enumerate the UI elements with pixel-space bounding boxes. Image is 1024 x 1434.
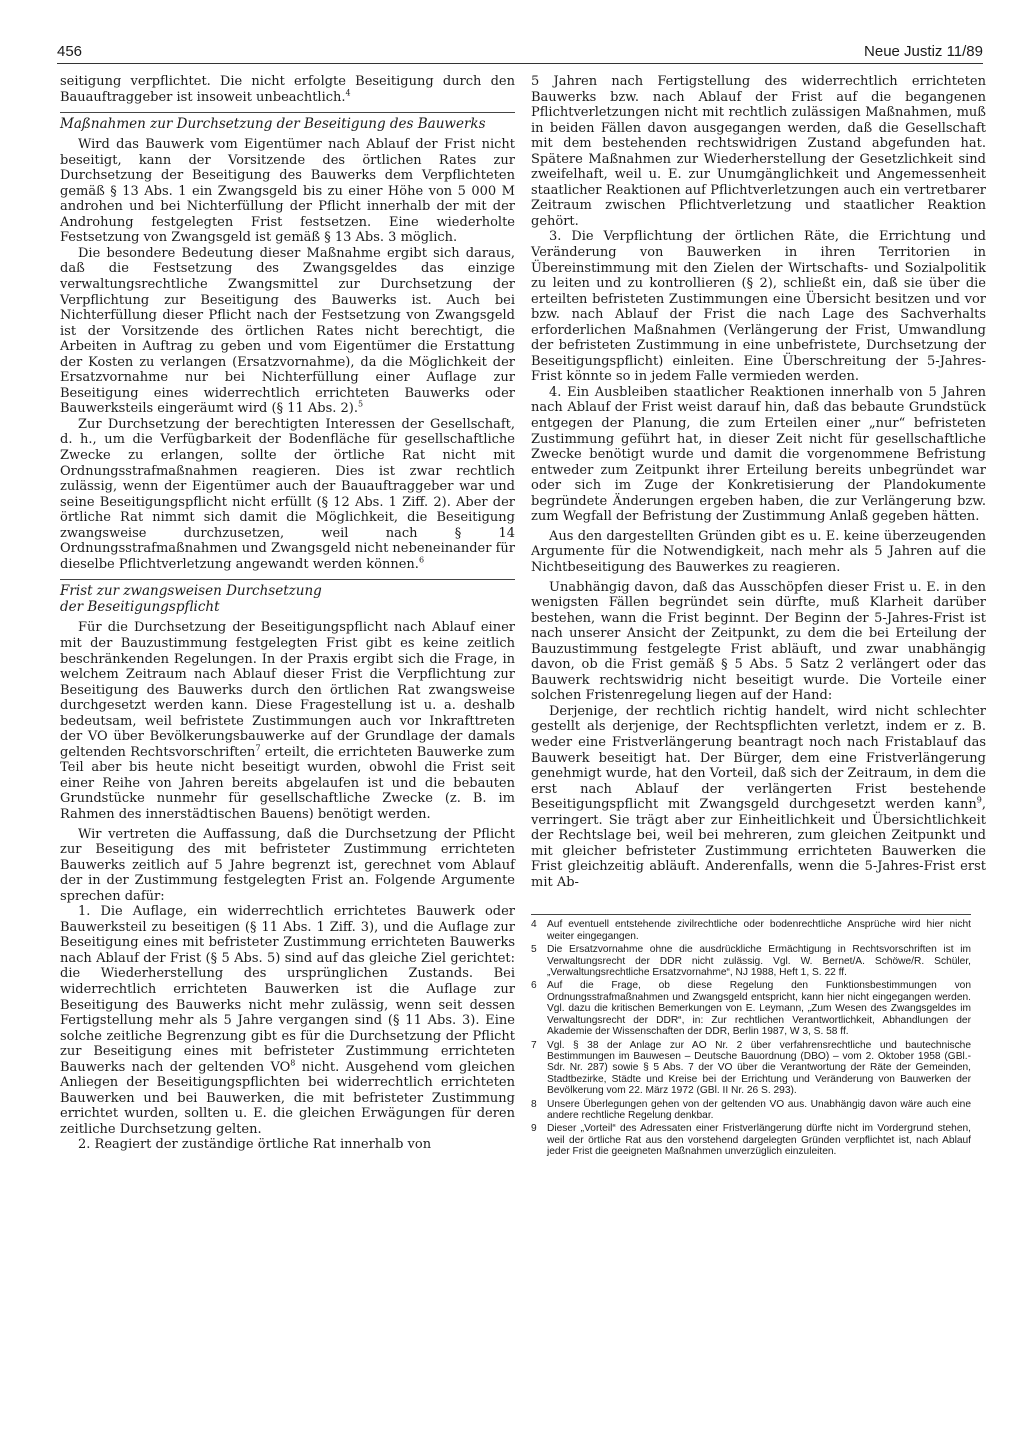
section-heading-2: Frist zur zwangsweisen Durchsetzung der Beseitigungspflicht (60, 579, 515, 615)
paragraph: 3. Die Verpflichtung der örtlichen Räte, die Errichtung und Veränderung von Bauwerken in ihren Territorien in Übereinstimmung mit den Zielen der Wirtschafts- und Sozialpolitik zu leiten und zu kontrollieren (§ 2), schließt ein, daß sie über die erteilten befristeten Zustimmungen eine Übersicht besitzen und vor bzw. nach Ablauf der Frist die nach Lage des Sachverhalts erforderlichen Maßnahmen (Verlängerung der Frist, Umwandlung der befristeten Zustimmung in eine unbefristete, Durchsetzung der Beseitigungspflicht) einleiten. Eine Überschreitung der 5-Jahres-Frist könnte so in jedem Falle vermieden werden. (531, 229, 986, 385)
right-column (531, 74, 986, 1160)
journal-title: Neue Justiz 11/89 (864, 43, 983, 60)
footnote: 5 Die Ersatzvornahme ohne die ausdrückliche Ermächtigung in Rechtsvorschriften ist im Verwaltungsrecht der DDR nicht zulässig. Vgl. W. Bernet/A. Schöwe/R. Schüler, „Verwaltungsrechtliche Ersatzvornahme“, NJ 1988, Heft 1, S. 22 ff. (531, 944, 971, 979)
paragraph: 4. Ein Ausbleiben staatlicher Reaktionen innerhalb von 5 Jahren nach Ablauf der Frist weist darauf hin, daß das bebaute Grundstück entgegen der Planung, die zum Erteilen einer „nur“ befristeten Zustimmung geführt hat, in dieser Zeit nicht für gesellschaftliche Zwecke benötigt wurde und damit die vorgenommene Befristung entweder zum Zeitpunkt ihrer Erteilung bereits unbegründet war oder sich im Zuge der Konkretisierung der Plandokumente begründete Änderungen ergeben haben, die zur Verlängerung bzw. zum Wegfall der Befristung der Zustimmung Anlaß gegeben hätten. (531, 384, 986, 525)
footnote-ref: 6 (418, 555, 425, 565)
footnote-ref: 5 (358, 400, 364, 410)
section-heading-1: Maßnahmen zur Durchsetzung der Beseitigung des Bauwerks (60, 112, 515, 132)
paragraph: 1. Die Auflage, ein widerrechtlich errichtetes Bauwerk oder Bauwerksteil zu beseitigen (§ 11 Abs. 1 Ziff. 3), und die Auflage zur Beseitigung eines mit befristeter Zustimmung errichteten Bauwerks nach Ablauf der Frist (§ 5 Abs. 5) sind auf das gleiche Ziel gerichtet: die Wiederherstellung des ursprünglichen Zustands. Bei widerrechtlich errichteten Bauwerken ist die Auflage zur Beseitigung des Bauwerks nicht mehr zulässig, wenn seit dessen Fertigstellung mehr als 5 Jahre vergangen sind (§ 11 Abs. 3). Eine solche zeitliche Begrenzung gibt es für die Durchsetzung der Pflicht zur Beseitigung eines mit befristeter Zustimmung errichteten Bauwerks nach der geltenden $VO^8$ nicht. Ausgehend vom gleichen Anliegen der Beseitigungspflichten bei widerrechtlich errichteten Bauwerken und bei Bauwerken, die mit befristeter Zustimmung errichtet wurden, sollten u. E. die gleichen Erwägungen für deren zeitliche Durchsetzung gelten. (60, 904, 516, 1137)
paragraph: Derjenige, der rechtlich richtig handelt, wird nicht schlechter gestellt als derjenige, der Rechtspflichten verletzt, indem er z. B. weder eine Fristverlängerung beantragt noch nach Fristablauf das Bauwerk beseitigt hat. Der Bürger, dem eine Fristverlängerung genehmigt wurde, hat den Vorteil, daß sich der Zeitraum, in dem die erst nach Ablauf der verlängerten Frist bestehende Beseitigungspflicht mit Zwangsgeld durchgesetzt werden kann$^9$, verringert. Sie trägt aber zur Einheitlichkeit und Übersichtlichkeit der Rechtslage bei, weil bei mehreren, zum gleichen Zeitpunkt und mit gleicher befristeter Zustimmung errichteten Bauwerken die Frist gleichzeitig abläuft. Anderenfalls, wenn die 5-Jahres-Frist erst mit Ab- (531, 703, 986, 890)
left-column (60, 74, 515, 1153)
paragraph: Wird das Bauwerk vom Eigentümer nach Ablauf der Frist nicht beseitigt, kann der Vorsitzende des örtlichen Rates zur Durchsetzung der Beseitigung des Bauwerks dem Verpflichteten gemäß § 13 Abs. 1 ein Zwangsgeld bis zu einer Höhe von 5 000 M androhen und bei Nichterfüllung der Pflicht innerhalb der mit der Androhung festgelegten Frist festsetzen. Eine wiederholte Festsetzung von Zwangsgeld ist gemäß § 13 Abs. 3 möglich. (60, 137, 515, 246)
footnote-ref: 9 (976, 795, 982, 805)
page-header (57, 41, 983, 64)
paragraph: Für die Durchsetzung der Beseitigungspflicht nach Ablauf einer mit der Bauzustimmung festgelegten Frist gibt es keine zeitlich beschränkenden Regelungen. In der Praxis ergibt sich die Frage, in welchem Zeitraum nach Ablauf dieser Frist die Verpflichtung zur Beseitigung des Bauwerks durch den örtlichen Rat zwangsweise durchgesetzt werden kann. Diese Fragestellung ist u. a. deshalb bedeutsam, weil befristete Zustimmungen auch vor Inkrafttreten der VO über Bevölkerungsbauwerke auf der Grundlage der damals geltenden Rechtsvorschriften$^7$ erteilt, die errichteten Bauwerke zum Teil aber bis heute nicht beseitigt wurden, obwohl die Frist seit einer Reihe von Jahren bereits abgelaufen ist und die bebauten Grundstücke nunmehr für gesellschaftliche Zwecke (z. B. im Rahmen des innerstädtischen Bauens) benötigt werden. (60, 620, 515, 822)
footnote: 4 Auf eventuell entstehende zivilrechtliche oder bodenrechtliche Ansprüche wird hier nicht weiter eingegangen. (531, 919, 971, 942)
paragraph: seitigung verpflichtet. Die nicht erfolgte Beseitigung durch den Bauauftraggeber ist insoweit unbeachtlich.$^4$ (60, 74, 515, 105)
paragraph: Aus den dargestellten Gründen gibt es u. E. keine überzeugenden Argumente für die Notwendigkeit, nach mehr als 5 Jahren auf die Nichtbeseitigung des Bauwerkes zu reagieren. (531, 528, 986, 575)
footnote: 8 Unsere Überlegungen gehen von der geltenden VO aus. Unabhängig davon wäre auch eine andere rechtliche Regelung denkbar. (531, 1098, 971, 1121)
footnote-ref: 7 (255, 743, 261, 753)
footnotes (531, 914, 971, 1157)
footnote: 9 Dieser „Vorteil“ des Adressaten einer Fristverlängerung dürfte nicht im Vordergrund stehen, weil der örtliche Rat aus den vorstehend dargelegten Gründen verpflichtet ist, nach Ablauf jeder Frist die geeigneten Maßnahmen unverzüglich einzuleiten. (531, 1123, 971, 1158)
paragraph: 5 Jahren nach Fertigstellung des widerrechtlich errichteten Bauwerks bzw. nach Ablauf der Frist auf die begangenen Pflichtverletzungen nicht mit rechtlich zulässigen Maßnahmen, muß in beiden Fällen davon ausgegangen werden, daß die Gesellschaft mit dem bestehenden rechtswidrigen Zustand abgefunden hat. Spätere Maßnahmen zur Wiederherstellung der Gesetzlichkeit sind zweifelhaft, weil u. E. zur Unumgänglichkeit und Angemessenheit staatlicher Reaktionen auf Pflichtverletzungen auch ein vertretbarer Zeitraum zwischen Pflichtverletzung und staatlicher Reaktion gehört. (531, 74, 986, 229)
paragraph: Unabhängig davon, daß das Ausschöpfen dieser Frist u. E. in den wenigsten Fällen begründet sein dürfte, muß Klarheit darüber bestehen, wann die Frist beginnt. Der Beginn der 5-Jahres-Frist ist nach unserer Ansicht der Zeitpunkt, zu dem die bei Erteilung der Bauzustimmung festgelegte Frist abläuft, und zwar unabhängig davon, ob die Frist gemäß § 5 Abs. 5 Satz 2 verlängert oder das Bauwerk rechtswidrig nicht beseitigt wurde. Die Vorteile einer solchen Fristenregelung liegen auf der Hand: (531, 579, 986, 704)
footnote-ref: 4 (345, 88, 351, 98)
paragraph: Zur Durchsetzung der berechtigten Interessen der Gesellschaft, d. h., um die Verfügbarkeit der Bodenfläche für gesellschaftliche Zwecke zu erlangen, sollte der örtliche Rat nicht mit Ordnungsstrafmaßnahmen reagieren. Dies ist zwar rechtlich zulässig, wenn der Eigentümer auch der Bauauftraggeber war und seine Beseitigungspflicht nicht erfüllt (§ 12 Abs. 1 Ziff. 2). Aber der örtliche Rat nimmt sich damit die Möglichkeit, die Beseitigung zwangsweise durchzusetzen, weil nach § 14 Ordnungsstrafmaßnahmen und Zwangsgeld nicht nebeneinander für dieselbe Pflichtverletzung angewandt werden können.$^6$ (60, 416, 515, 572)
paragraph: 2. Reagiert der zuständige örtliche Rat innerhalb von (78, 1137, 432, 1153)
footnote: 6 Auf die Frage, ob diese Regelung den Funktionsbestimmungen von Ordnungsstrafmaßnahmen und Zwangsgeld entspricht, kann hier nicht eingegangen werden. Vgl. dazu die kritischen Bemerkungen von E. Leymann, „Zum Wesen des Zwangsgeldes im Verwaltungsrecht der DDR“, in: Zur rechtlichen Verantwortlichkeit, Abhandlungen der Akademie der Wissenschaften der DDR, Berlin 1987, W 3, S. 58 ff. (531, 980, 971, 1038)
footnote: 7 Vgl. § 38 der Anlage zur AO Nr. 2 über verfahrensrechtliche und bautechnische Bestimmungen im Bauwesen – Deutsche Bauordnung (DBO) – vom 2. Oktober 1958 (GBl.-Sdr. Nr. 287) sowie § 5 Abs. 7 der VO über die Verantwortung der Räte der Gemeinden, Stadtbezirke, Städte und Kreise bei der Errichtung und Veränderung von Bauwerken der Bevölkerung vom 22. März 1972 (GBl. II Nr. 26 S. 293). (531, 1039, 971, 1097)
paragraph: Die besondere Bedeutung dieser Maßnahme ergibt sich daraus, daß die Festsetzung des Zwangsgeldes das einzige verwaltungsrechtliche Zwangsmittel zur Durchsetzung der Verpflichtung zur Beseitigung des Bauwerks ist. Auch bei Nichterfüllung dieser Pflicht nach der Festsetzung von Zwangsgeld ist der Vorsitzende des örtlichen Rates nicht berechtigt, die Arbeiten in Auftrag zu geben und vom Eigentümer die Erstattung der Kosten zu verlangen (Ersatzvornahme), da die Möglichkeit der Ersatzvornahme nur bei Nichterfüllung einer Auflage zur Beseitigung eines widerrechtlich errichteten Bauwerks oder Bauwerksteils eingeräumt wird (§ 11 Abs. 2).$^5$ (60, 245, 515, 417)
footnote-ref: 8 (290, 1058, 296, 1068)
paragraph: Wir vertreten die Auffassung, daß die Durchsetzung der Pflicht zur Beseitigung des mit befristeter Zustimmung errichteten Bauwerks zeitlich auf 5 Jahre begrenzt ist, gerechnet vom Ablauf der in der Zustimmung festgelegten Frist an. Folgende Argumente sprechen dafür: (60, 826, 515, 904)
page-number: 456 (57, 43, 83, 60)
